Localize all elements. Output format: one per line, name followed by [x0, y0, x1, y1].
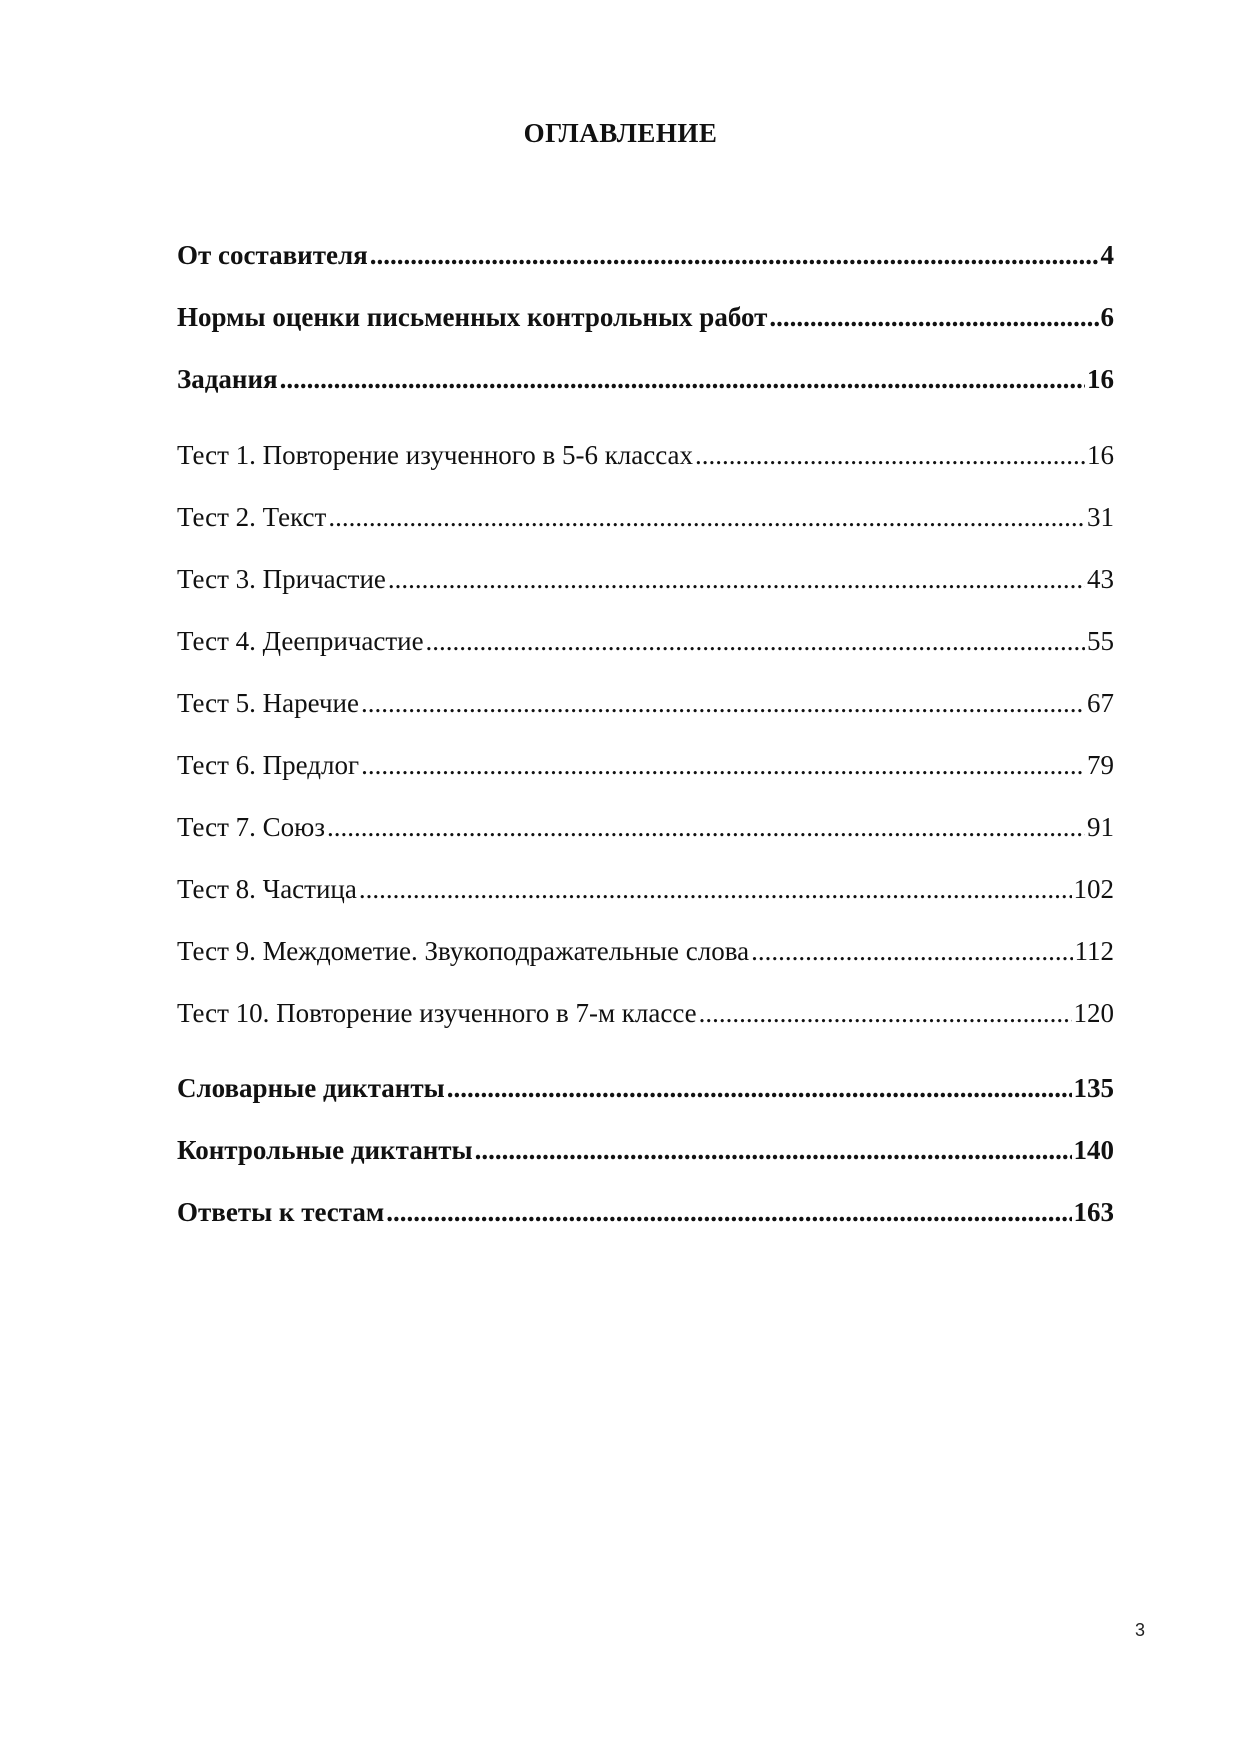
page-title: ОГЛАВЛЕНИЕ [523, 118, 718, 148]
toc-entry-page: 16 [1087, 440, 1114, 470]
toc-entry-page: 43 [1087, 564, 1114, 594]
dot-leader [280, 362, 1085, 396]
toc-entry-page: 79 [1087, 750, 1114, 780]
dot-leader [370, 238, 1099, 272]
toc-entry-zadaniya[interactable] [177, 362, 1114, 396]
dot-leader [751, 934, 1072, 968]
toc-entry-label: Задания [177, 364, 278, 394]
toc-entry-test-4[interactable] [177, 624, 1114, 658]
dot-leader [361, 686, 1085, 720]
dot-leader [695, 438, 1085, 472]
toc-entry-label: Тест 7. Союз [177, 812, 325, 842]
toc-entry-page: 67 [1087, 688, 1114, 718]
toc-entry-label: Контрольные диктанты [177, 1135, 473, 1165]
toc-entry-test-2[interactable] [177, 500, 1114, 534]
toc-entry-page: 16 [1087, 364, 1114, 394]
toc-entry-label: Тест 3. Причастие [177, 564, 386, 594]
toc-entry-label: От составителя [177, 240, 368, 270]
page-number: 3 [1134, 1620, 1145, 1640]
toc-entry-page: 120 [1073, 998, 1114, 1028]
toc-entry-test-5[interactable] [177, 686, 1114, 720]
toc-entry-label: Тест 1. Повторение изученного в 5-6 классах [177, 440, 694, 470]
toc-entry-test-1[interactable] [177, 438, 1114, 472]
toc-entry-page: 91 [1087, 812, 1114, 842]
toc-entry-normy-otsenki[interactable] [177, 300, 1114, 334]
toc-entry-page: 163 [1073, 1197, 1114, 1227]
toc-entry-page: 140 [1073, 1135, 1114, 1165]
dot-leader [386, 1195, 1071, 1229]
toc-entry-page: 31 [1087, 502, 1114, 532]
toc-entry-kontrolnye-diktanty[interactable] [177, 1133, 1114, 1167]
dot-leader [327, 810, 1085, 844]
toc-entry-otvety-k-testam[interactable] [177, 1195, 1114, 1229]
toc-entry-test-7[interactable] [177, 810, 1114, 844]
dot-leader [447, 1071, 1072, 1105]
toc-entry-test-9[interactable] [177, 934, 1114, 968]
toc-entry-label: Тест 6. Предлог [177, 750, 360, 780]
dot-leader [699, 996, 1072, 1030]
toc-entry-test-6[interactable] [177, 748, 1114, 782]
toc-entry-label: Тест 8. Частица [177, 874, 357, 904]
toc-entry-label: Тест 10. Повторение изученного в 7-м классе [177, 998, 697, 1028]
toc-entry-label: Ответы к тестам [177, 1197, 385, 1227]
toc-entry-label: Тест 4. Деепричастие [177, 626, 424, 656]
toc-entry-page: 112 [1074, 936, 1114, 966]
toc-entry-page: 102 [1073, 874, 1114, 904]
dot-leader [328, 500, 1085, 534]
dot-leader [426, 624, 1085, 658]
toc-entry-label: Словарные диктанты [177, 1073, 445, 1103]
toc-entry-ot-sostavitelya[interactable] [177, 238, 1114, 272]
toc-entry-label: Тест 5. Наречие [177, 688, 359, 718]
toc-entry-label: Тест 2. Текст [177, 502, 327, 532]
dot-leader [361, 748, 1085, 782]
toc-entry-test-8[interactable] [177, 872, 1114, 906]
toc-entry-page: 4 [1100, 240, 1114, 270]
toc-entry-slovarnye-diktanty[interactable] [177, 1071, 1114, 1105]
toc-entry-page: 55 [1087, 626, 1114, 656]
toc-entry-label: Нормы оценки письменных контрольных работ [177, 302, 768, 332]
dot-leader [388, 562, 1085, 596]
dot-leader [769, 300, 1098, 334]
toc-entry-page: 135 [1073, 1073, 1114, 1103]
dot-leader [475, 1133, 1072, 1167]
toc-entry-label: Тест 9. Междометие. Звукоподражательные слова [177, 936, 750, 966]
toc-entry-page: 6 [1100, 302, 1114, 332]
dot-leader [359, 872, 1072, 906]
toc-entry-test-3[interactable] [177, 562, 1114, 596]
toc-entry-test-10[interactable] [177, 996, 1114, 1030]
